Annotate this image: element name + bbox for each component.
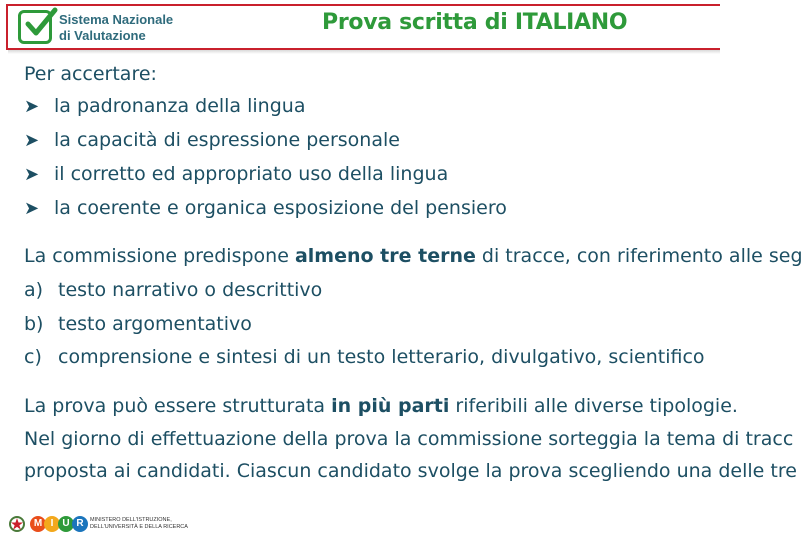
bullet-item (24, 194, 507, 222)
enum-label: a) (24, 279, 44, 301)
intro-text: Per accertare: (24, 63, 157, 85)
header-shadow (8, 50, 720, 54)
bullet-item (24, 92, 305, 120)
bullet-item (24, 126, 400, 154)
commission-text-end: di tracce, con riferimento alle seg (475, 245, 803, 267)
enum-item (24, 310, 252, 338)
structure-text-end: riferibili alle diverse tipologie. (449, 395, 738, 417)
enum-text: testo narrativo o descrittivo (58, 279, 323, 301)
bullet-label: la capacità di espressione personale (54, 129, 400, 151)
logo-line-2: di Valutazione (59, 28, 146, 43)
draw-paragraph-line-1: Nel giorno di effettuazione della prova la commissione sorteggia la tema di tracc (24, 428, 794, 450)
arrow-right-icon: ➤ (24, 198, 40, 219)
arrow-right-icon: ➤ (24, 164, 40, 185)
bullet-label: la coerente e organica esposizione del pensiero (54, 197, 507, 219)
enum-label: b) (24, 313, 44, 335)
logo-line-1: Sistema Nazionale (59, 12, 174, 27)
ministry-label (90, 517, 200, 531)
enum-label: c) (24, 346, 42, 368)
ministry-line-2: DELL'UNIVERSITÀ E DELLA RICERCA (90, 524, 188, 530)
enum-text: comprensione e sintesi di un testo letterario, divulgativo, scientifico (58, 346, 705, 368)
structure-emphasis: in più parti (331, 395, 450, 417)
commission-text-start: La commissione predispone (24, 245, 295, 267)
footer (8, 514, 208, 536)
miur-letter: M (30, 516, 46, 532)
arrow-right-icon: ➤ (24, 96, 40, 117)
commission-paragraph (24, 242, 803, 270)
miur-letter: I (44, 516, 60, 532)
enum-text: testo argomentativo (58, 313, 252, 335)
enum-item (24, 276, 322, 304)
checkmark-icon (22, 6, 58, 42)
draw-paragraph-line-2: proposta ai candidati. Ciascun candidato svolge la prova scegliendo una delle tre (24, 460, 797, 482)
ministry-line-1: MINISTERO DELL'ISTRUZIONE, (90, 517, 172, 523)
bullet-label: il corretto ed appropriato uso della lingua (54, 163, 449, 185)
arrow-right-icon: ➤ (24, 130, 40, 151)
structure-text-start: La prova può essere strutturata (24, 395, 332, 417)
bullet-label: la padronanza della lingua (54, 95, 306, 117)
miur-letter: U (58, 516, 74, 532)
page-title: Prova scritta di ITALIANO (322, 10, 628, 35)
miur-letter: R (72, 516, 88, 532)
structure-paragraph (24, 392, 738, 420)
snv-logo-text (59, 12, 199, 44)
bullet-item (24, 160, 448, 188)
enum-item (24, 343, 705, 371)
republic-emblem-icon (8, 514, 26, 534)
commission-emphasis: almeno tre terne (294, 245, 476, 267)
